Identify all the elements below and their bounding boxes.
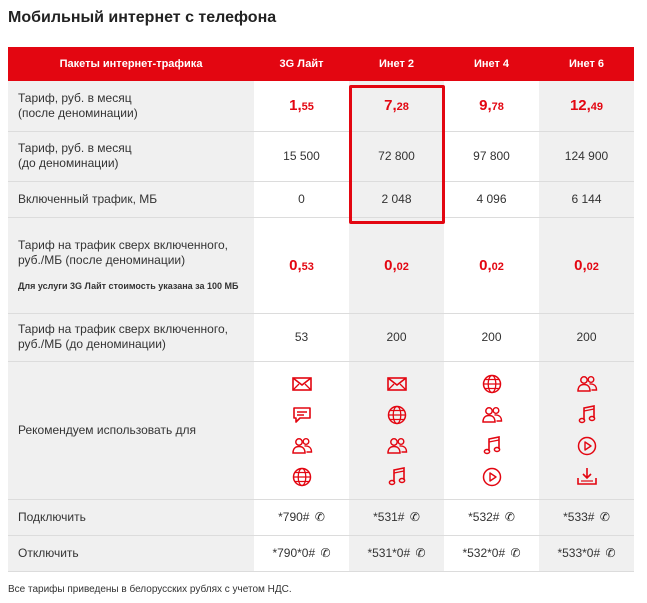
recommend-inet-2	[349, 361, 444, 499]
overage-before-inet-2: 200	[349, 313, 444, 361]
people-icon	[576, 373, 598, 395]
tariff-after-inet-2: 7,28	[349, 81, 444, 131]
row-label-disconnect: Отключить	[8, 535, 254, 571]
globe-icon	[386, 404, 408, 426]
table-row	[8, 81, 634, 131]
connect-inet-2[interactable]: *531# ✆	[349, 499, 444, 535]
globe-icon	[481, 373, 503, 395]
traffic-inet-4: 4 096	[444, 181, 539, 217]
phone-icon: ✆	[415, 546, 426, 560]
people-icon	[386, 435, 408, 457]
connect-inet-4[interactable]: *532# ✆	[444, 499, 539, 535]
overage-before-inet-4: 200	[444, 313, 539, 361]
play-icon	[576, 435, 598, 457]
phone-icon: ✆	[320, 546, 331, 560]
header-packages: Пакеты интернет-трафика	[8, 47, 254, 81]
phone-icon: ✆	[504, 510, 515, 524]
recommend-3g-lite	[254, 361, 349, 499]
phone-icon: ✆	[510, 546, 521, 560]
header-plan-inet-4: Инет 4	[444, 47, 539, 81]
table-row	[8, 313, 634, 361]
row-label-overage-after: Тариф на трафик сверх включенного, руб./МБ (после деноминации) Для услуги 3G Лайт стоимость указана за 100 МБ	[8, 217, 254, 313]
table-row	[8, 535, 634, 571]
tariff-after-inet-4: 9,78	[444, 81, 539, 131]
tariff-before-3g-lite: 15 500	[254, 131, 349, 181]
tariff-after-3g-lite: 1,55	[254, 81, 349, 131]
page-title: Мобильный интернет с телефона	[8, 9, 277, 26]
globe-icon	[291, 466, 313, 488]
traffic-inet-6: 6 144	[539, 181, 634, 217]
connect-3g-lite[interactable]: *790# ✆	[254, 499, 349, 535]
disconnect-inet-4[interactable]: *532*0# ✆	[444, 535, 539, 571]
traffic-inet-2: 2 048	[349, 181, 444, 217]
overage-after-inet-4: 0,02	[444, 217, 539, 313]
recommend-inet-4	[444, 361, 539, 499]
recommend-inet-6	[539, 361, 634, 499]
overage-note: Для услуги 3G Лайт стоимость указана за 100 МБ	[18, 280, 239, 291]
overage-before-inet-6: 200	[539, 313, 634, 361]
header-plan-inet-2: Инет 2	[349, 47, 444, 81]
people-icon	[481, 404, 503, 426]
phone-icon: ✆	[409, 510, 420, 524]
download-icon	[576, 466, 598, 488]
mail-icon	[386, 373, 408, 395]
tariff-table	[8, 47, 634, 572]
table-row	[8, 131, 634, 181]
header-plan-3g-lite: 3G Лайт	[254, 47, 349, 81]
tariff-before-inet-2: 72 800	[349, 131, 444, 181]
music-icon	[386, 466, 408, 488]
overage-after-inet-6: 0,02	[539, 217, 634, 313]
table-header-row	[8, 47, 634, 81]
overage-after-3g-lite: 0,53	[254, 217, 349, 313]
row-label-recommend: Рекомендуем использовать для	[8, 361, 254, 499]
disconnect-inet-2[interactable]: *531*0# ✆	[349, 535, 444, 571]
music-icon	[576, 404, 598, 426]
tariff-before-inet-6: 124 900	[539, 131, 634, 181]
chat-icon	[291, 404, 313, 426]
row-label-overage-before: Тариф на трафик сверх включенного, руб./МБ (до деноминации)	[8, 313, 254, 361]
phone-icon: ✆	[314, 510, 325, 524]
overage-after-inet-2: 0,02	[349, 217, 444, 313]
disconnect-3g-lite[interactable]: *790*0# ✆	[254, 535, 349, 571]
people-icon	[291, 435, 313, 457]
row-label-tariff-after: Тариф, руб. в месяц (после деноминации)	[8, 81, 254, 131]
connect-inet-6[interactable]: *533# ✆	[539, 499, 634, 535]
row-label-traffic: Включенный трафик, МБ	[8, 181, 254, 217]
tariff-after-inet-6: 12,49	[539, 81, 634, 131]
music-icon	[481, 435, 503, 457]
footnote: Все тарифы приведены в белорусских рублях с учетом НДС.	[8, 584, 292, 595]
table-row	[8, 217, 634, 313]
table-row	[8, 499, 634, 535]
row-label-tariff-before: Тариф, руб. в месяц (до деноминации)	[8, 131, 254, 181]
traffic-3g-lite: 0	[254, 181, 349, 217]
tariff-before-inet-4: 97 800	[444, 131, 539, 181]
header-plan-inet-6: Инет 6	[539, 47, 634, 81]
overage-before-3g-lite: 53	[254, 313, 349, 361]
table-row	[8, 181, 634, 217]
table-row	[8, 361, 634, 499]
disconnect-inet-6[interactable]: *533*0# ✆	[539, 535, 634, 571]
mail-icon	[291, 373, 313, 395]
play-icon	[481, 466, 503, 488]
phone-icon: ✆	[599, 510, 610, 524]
row-label-connect: Подключить	[8, 499, 254, 535]
phone-icon: ✆	[605, 546, 616, 560]
